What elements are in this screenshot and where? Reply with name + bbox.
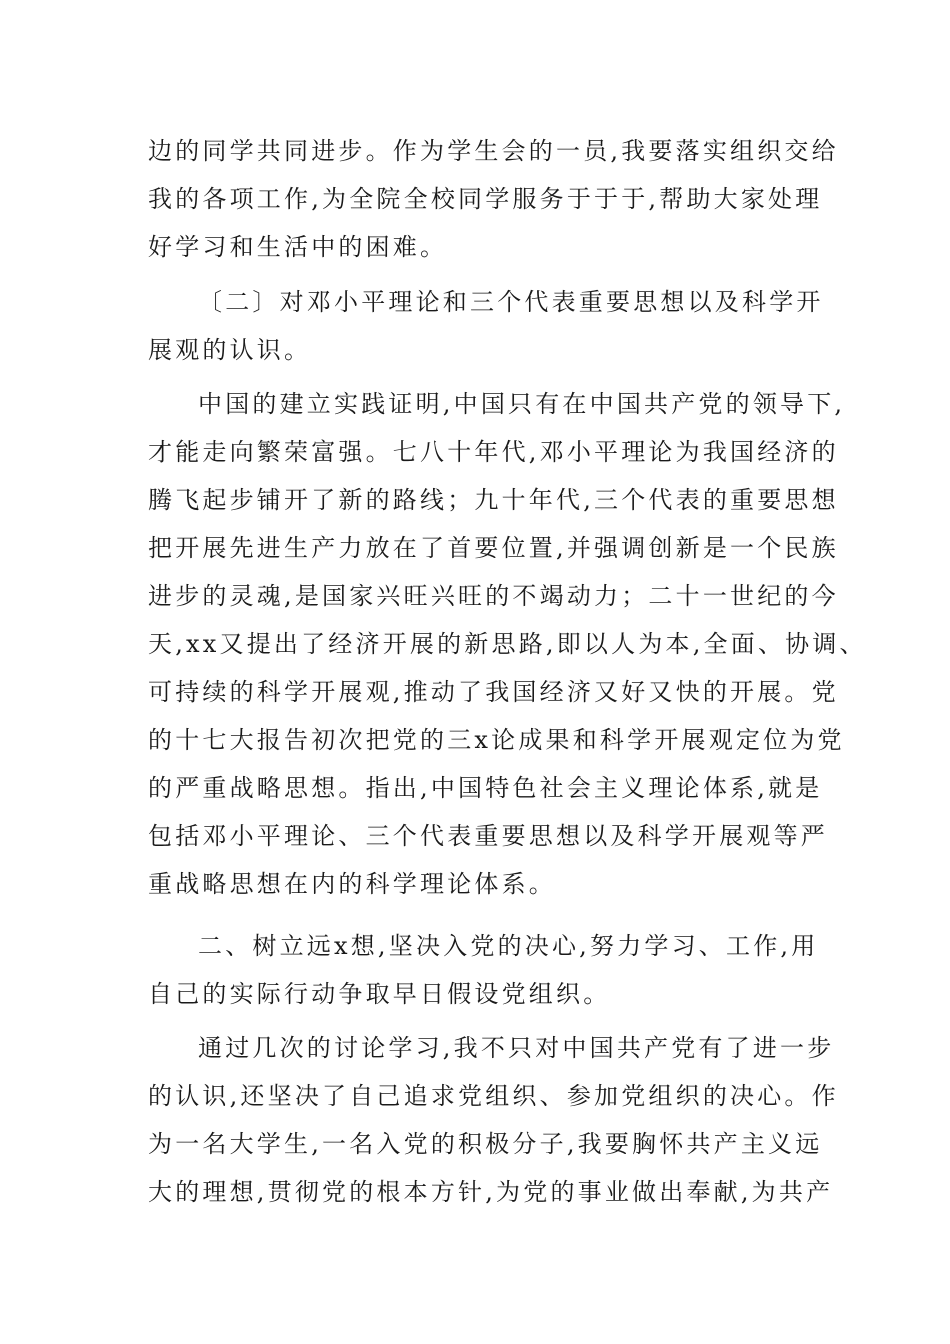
text-line: 好学习和生活中的困难。	[148, 233, 448, 261]
text-line: 把开展先进生产力放在了首要位置,并强调创新是一个民族	[148, 534, 839, 562]
section-heading: 二、树立远x想,坚决入党的决心,努力学习、工作,用	[198, 932, 819, 960]
text-line: 重战略思想在内的科学理论体系。	[148, 870, 556, 898]
text-line: 腾飞起步铺开了新的路线；九十年代,三个代表的重要思想	[148, 486, 839, 514]
text-line: 可持续的科学开展观,推动了我国经济又好又快的开展。党	[148, 678, 839, 706]
text-line: 才能走向繁荣富强。七八十年代,邓小平理论为我国经济的	[148, 438, 839, 466]
text-line: 为一名大学生,一名入党的积极分子,我要胸怀共产主义远	[148, 1130, 823, 1158]
text-line: 大的理想,贯彻党的根本方针,为党的事业做出奉献,为共产	[148, 1178, 834, 1206]
section-heading: 〔二〕对邓小平理论和三个代表重要思想以及科学开	[198, 288, 824, 316]
section-heading: 自己的实际行动争取早日假设党组织。	[148, 980, 611, 1008]
text-line: 的十七大报告初次把党的三x论成果和科学开展观定位为党	[148, 726, 845, 754]
text-line: 的严重战略思想。指出,中国特色社会主义理论体系,就是	[148, 774, 823, 802]
paragraph-start: 中国的建立实践证明,中国只有在中国共产党的领导下,	[198, 390, 846, 418]
text-line: 包括邓小平理论、三个代表重要思想以及科学开展观等严	[148, 822, 828, 850]
text-line: 我的各项工作,为全院全校同学服务于于于,帮助大家处理	[148, 185, 823, 213]
text-line: 的认识,还坚决了自己追求党组织、参加党组织的决心。作	[148, 1082, 839, 1110]
paragraph-start: 通过几次的讨论学习,我不只对中国共产党有了进一步	[198, 1034, 835, 1062]
text-line: 天,xx又提出了经济开展的新思路,即以人为本,全面、协调、	[148, 630, 867, 658]
text-line: 进步的灵魂,是国家兴旺兴旺的不竭动力；二十一世纪的今	[148, 582, 839, 610]
section-heading: 展观的认识。	[148, 336, 312, 364]
text-line: 边的同学共同进步。作为学生会的一员,我要落实组织交给	[148, 137, 839, 165]
